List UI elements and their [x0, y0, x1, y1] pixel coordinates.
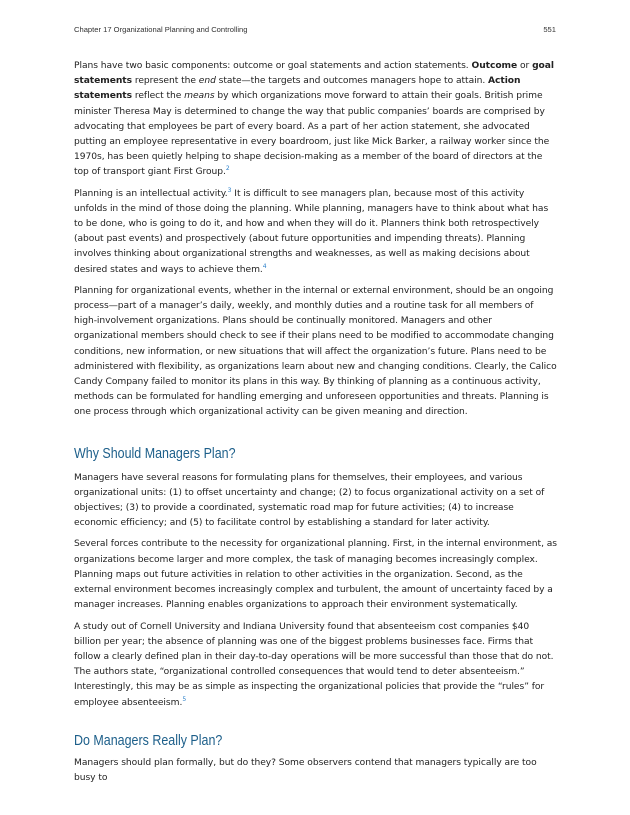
term-action-statements: Action statements — [74, 76, 521, 102]
section-heading-do-managers-plan: Do Managers Really Plan? — [74, 732, 223, 749]
page-number: 551 — [543, 25, 556, 34]
paragraph-forces: Several forces contribute to the necessity for organizational planning. First, in the internal environment, as organizations become larger and more complex, the task of managing becomes increasingly complex. Planning maps out future activities in relation to other activities in the organization. Second, as the external environment becomes increasingly complex and turbulent, the amount of uncertainty faced by a manager increases. Planning enables organizations to approach their environment systematically. — [74, 539, 558, 611]
paragraph-managers-formally: Managers should plan formally, but do they? Some observers contend that managers typically are too busy to — [74, 757, 537, 783]
running-header — [74, 25, 556, 34]
paragraph-intellectual-activity: Planning is an intellectual activity.$^3$ It is difficult to see managers plan, because most of this activity unfolds in the mind of those doing the planning. While planning, managers have to think about what has to be done, who is going to do it, and how and when they will do it. Planners think both retrospectively (about past events) and prospectively (about future opportunities and impending threats). Planning involves thinking about organizational strengths and weaknesses, as well as making decisions about desired states and ways to achieve them.$^4$ — [74, 186, 549, 275]
term-outcome: Outcome — [471, 61, 518, 71]
emphasis-end: end — [198, 76, 216, 87]
footnote-link-2[interactable]: 2 — [225, 165, 230, 173]
page-content — [74, 59, 558, 792]
paragraph-ongoing-process: Planning for organizational events, whether in the internal or external environment, should be an ongoing process—part of a manager’s daily, weekly, and monthly duties and a routine task for all members of high-involvement organizations. Plans should be continually monitored. Managers and other organizational members should check to see if their plans need to be modified to accommodate changing conditions, new information, or new situations that will affect the organization’s future. Plans need to be administered with flexibility, as organizations learn about new and changing conditions. Clearly, the Calico Candy Company failed to monitor its plans in this way. By thinking of planning as a continuous activity, methods can be formulated for handling emerging and unforeseen opportunities and threats. Planning is one process through which organizational activity can be given meaning and direction. — [74, 285, 557, 418]
footnote-link-5[interactable]: 5 — [182, 695, 187, 703]
footnote-link-4[interactable]: 4 — [262, 262, 267, 270]
footnote-link-3[interactable]: 3 — [227, 186, 232, 194]
paragraph-plans-components: Plans have two basic components: outcome or goal statements and action statements. Outcome or goal statements represent the end state—the targets and outcomes managers hope to attain. Action statements reflect the means by which organizations move forward to attain their goals. British prime minister Theresa May is determined to change the way that public companies’ boards are comprised by advocating that employees be part of every board. As a part of her action statement, she advocated putting an employee representative in every boardroom, just like Mick Barker, a railway worker since the 1970s, has been quietly helping to shape decision-making as a member of the board of directors at the top of transport giant First Group.$^2$ — [74, 61, 554, 178]
chapter-title: Chapter 17 Organizational Planning and Controlling — [74, 25, 248, 34]
paragraph-reasons: Managers have several reasons for formulating plans for themselves, their employees, and various organizational units: (1) to offset uncertainty and change; (2) to focus organizational activity on a set of objectives; (3) to provide a coordinated, systematic road map for future activities; (4) to increase economic efficiency; and (5) to facilitate control by establishing a standard for later activity. — [74, 472, 545, 529]
paragraph-absenteeism-study: A study out of Cornell University and Indiana University found that absenteeism cost companies $40 billion per year; the absence of planning was one of the biggest problems businesses face. Firms that follow a clearly defined plan in their day-to-day operations will be more successful than those that do not. The authors state, “organizational controlled consequences that would tend to deter absenteeism.” Interestingly, this may be as simple as inspecting the organizational policies that provide the “rules” for employee absenteeism.$^5$ — [74, 621, 554, 708]
term-goal-statements: goal statements — [74, 61, 554, 87]
section-heading-why-plan: Why Should Managers Plan? — [74, 445, 236, 462]
emphasis-means: means — [184, 91, 215, 102]
